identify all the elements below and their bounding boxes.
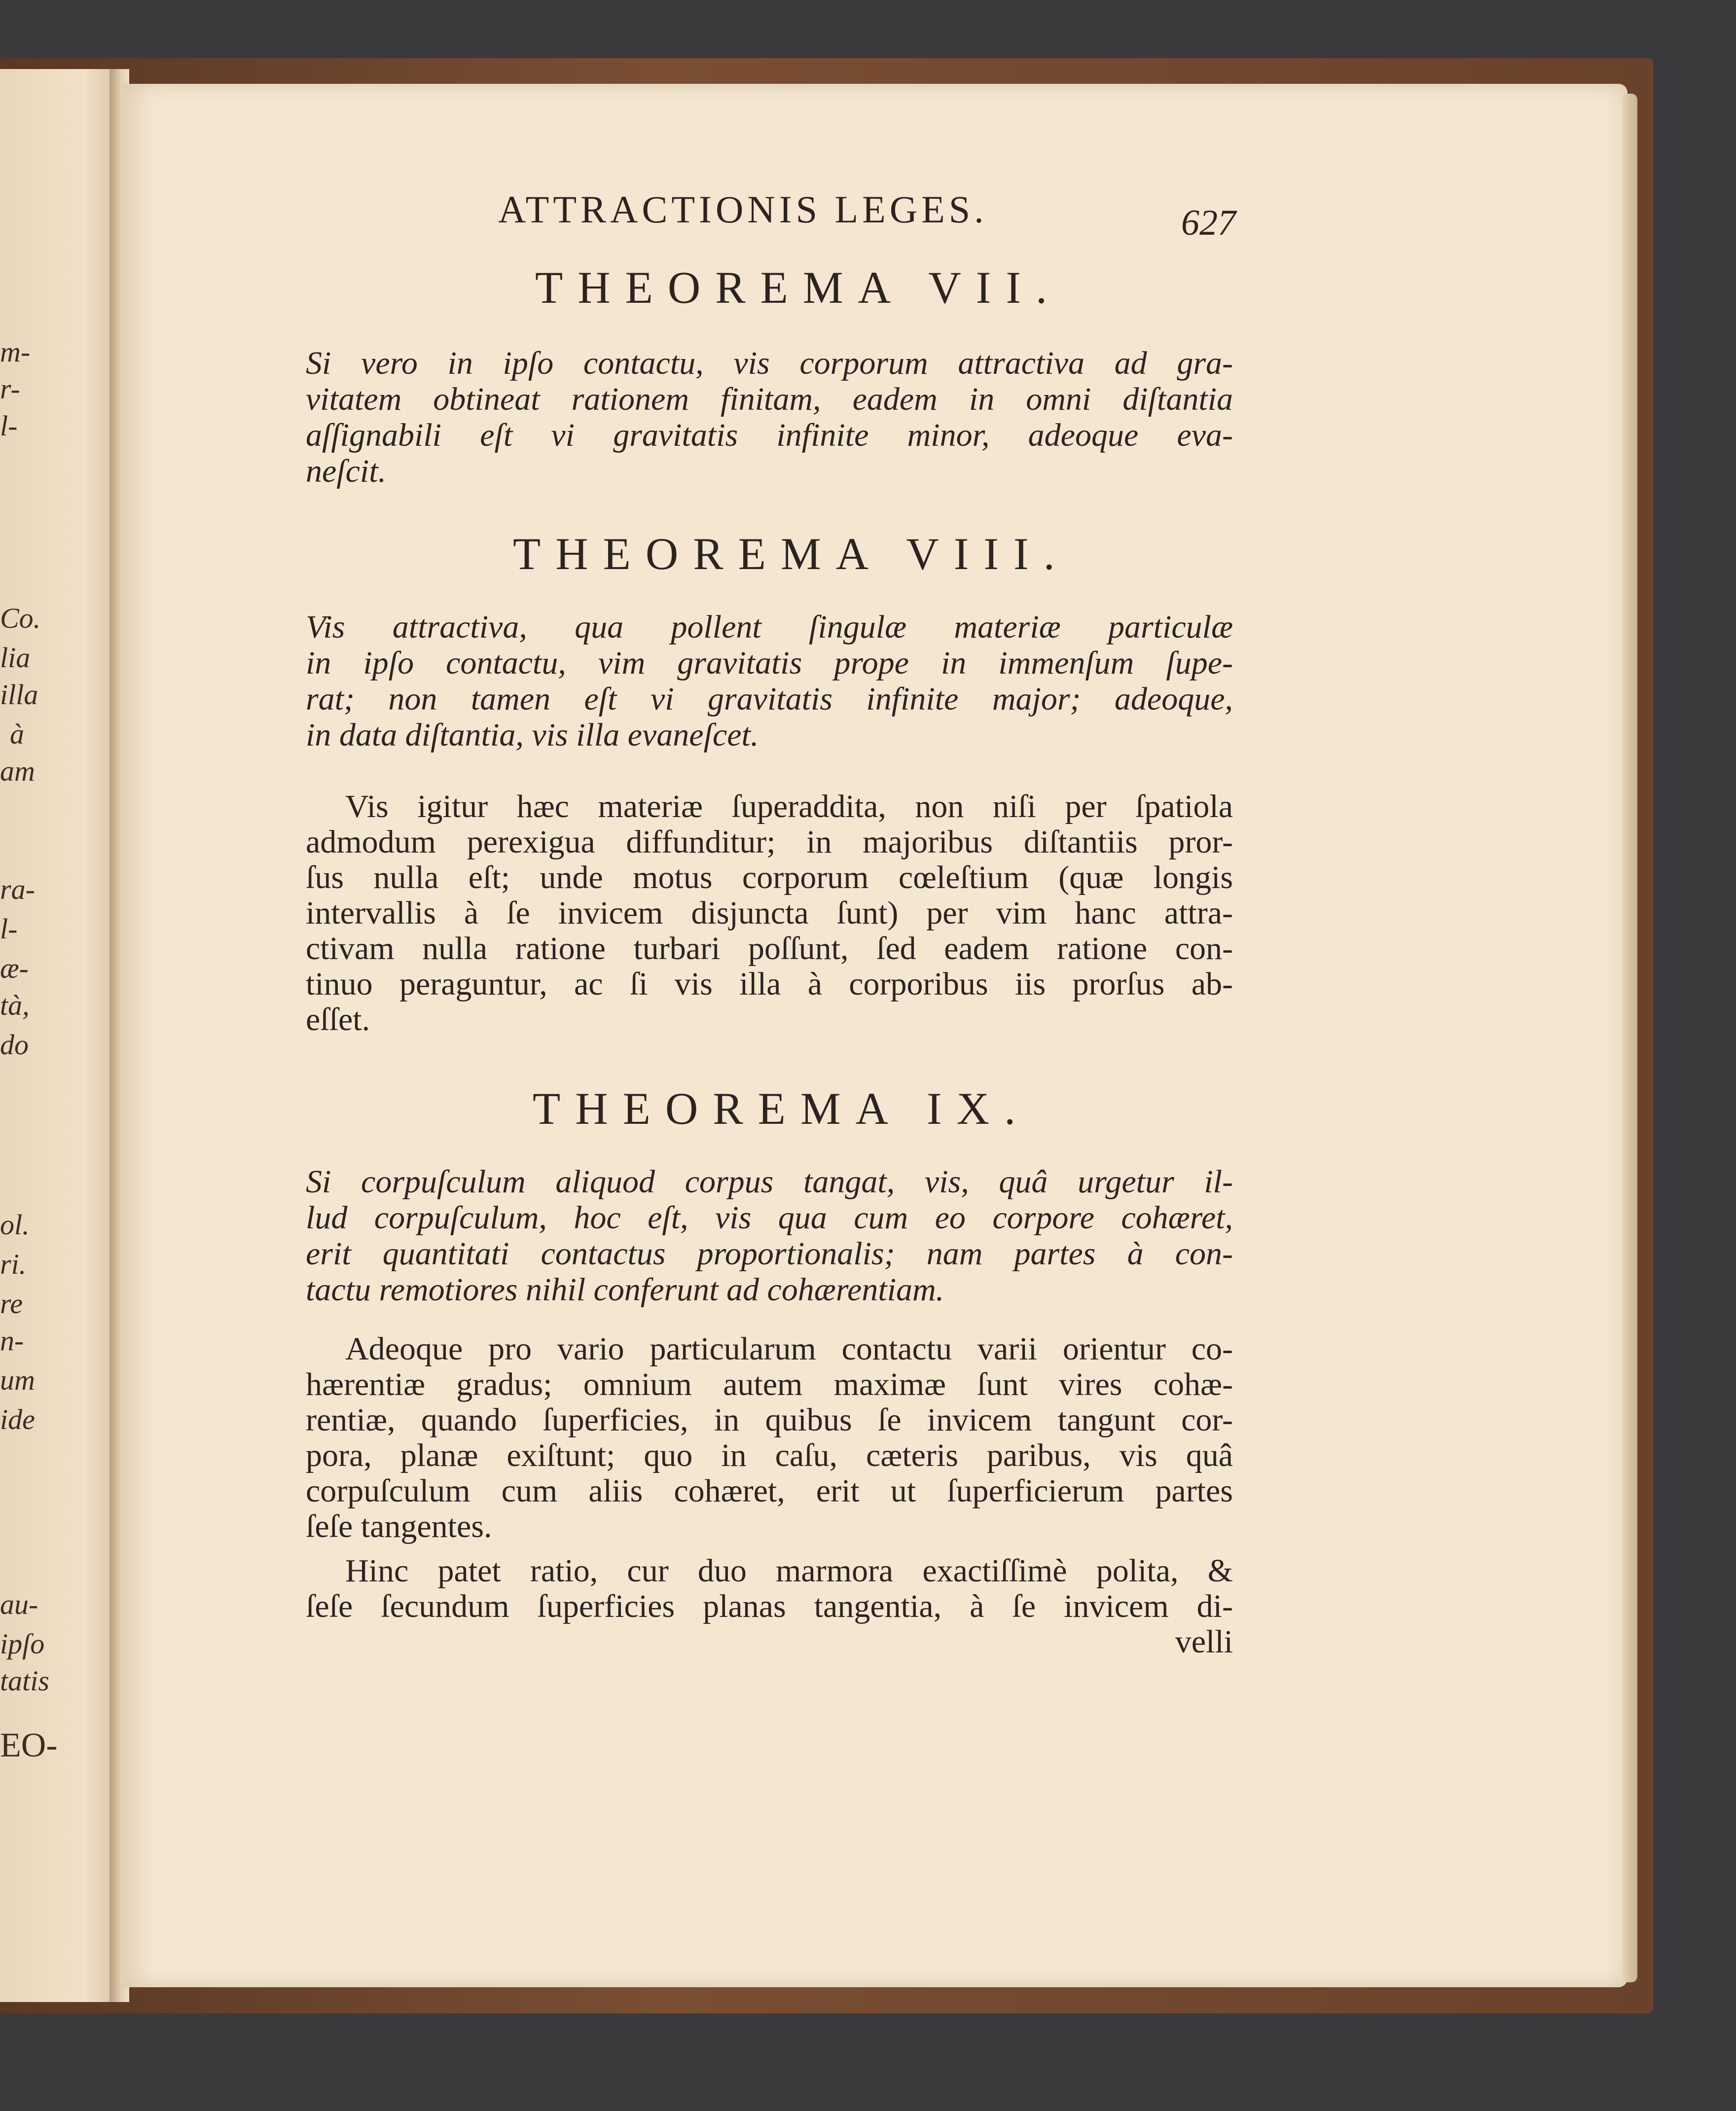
text-line: admodum perexigua diffunditur; in majoribus diſtantiis pror- bbox=[306, 824, 1233, 860]
text-line: aſſignabili eſt vi gravitatis infinite minor, adeoque eva- bbox=[306, 417, 1233, 453]
left-fragment: ri. bbox=[0, 1248, 27, 1280]
left-fragment: au- bbox=[0, 1588, 38, 1620]
left-fragment: n- bbox=[0, 1324, 24, 1357]
left-fragment: tà, bbox=[0, 989, 30, 1021]
text-line: neſcit. bbox=[306, 453, 387, 489]
text-line: tactu remotiores nihil conferunt ad cohærentiam. bbox=[306, 1272, 944, 1308]
text-line: Adeoque pro vario particularum contactu varii orientur co- bbox=[345, 1331, 1233, 1367]
text-line: vitatem obtineat rationem finitam, eadem in omni diſtantia bbox=[306, 381, 1233, 417]
text-line: intervallis à ſe invicem disjuncta ſunt) per vim hanc attra- bbox=[306, 895, 1233, 931]
left-fragment: lia bbox=[0, 642, 31, 674]
text-line: pora, planæ exiſtunt; quo in caſu, cæteris paribus, vis quâ bbox=[306, 1437, 1233, 1473]
text-line: in data diſtantia, vis illa evaneſcet. bbox=[306, 717, 759, 753]
page-edge bbox=[1623, 94, 1637, 1982]
running-head: ATTRACTIONIS LEGES. bbox=[498, 188, 988, 231]
text-line: Si corpuſculum aliquod corpus tangat, vis, quâ urgetur il- bbox=[306, 1164, 1233, 1200]
text-line: hærentiæ gradus; omnium autem maximæ ſunt vires cohæ- bbox=[306, 1366, 1233, 1402]
left-fragment: æ- bbox=[0, 952, 29, 984]
text-line: corpuſculum cum aliis cohæret, erit ut ſuperficierum partes bbox=[306, 1473, 1233, 1509]
text-line: ctivam nulla ratione turbari poſſunt, ſed eadem ratione con- bbox=[306, 930, 1233, 966]
text-line: ſeſe tangentes. bbox=[306, 1508, 492, 1544]
left-fragment: re bbox=[0, 1288, 23, 1320]
text-line: Hinc patet ratio, cur duo marmora exactiſſimè polita, & bbox=[345, 1553, 1233, 1589]
left-fragment: do bbox=[0, 1029, 29, 1061]
left-fragment: um bbox=[0, 1364, 35, 1396]
left-fragment: ipſo bbox=[0, 1628, 45, 1660]
left-fragment: à bbox=[10, 718, 24, 750]
theorem-7-statement bbox=[306, 345, 1233, 489]
page-number: 627 bbox=[1181, 203, 1236, 243]
left-fragment: ide bbox=[0, 1403, 35, 1435]
left-fragment: r- bbox=[0, 373, 20, 405]
text-line: Si vero in ipſo contactu, vis corporum attractiva ad gra- bbox=[306, 345, 1233, 381]
theorem-9-statement bbox=[306, 1164, 1233, 1308]
text-line: Vis attractiva, qua pollent ſingulæ materiæ particulæ bbox=[306, 609, 1233, 645]
paragraph-2 bbox=[306, 1331, 1233, 1544]
catchword: velli bbox=[1175, 1624, 1233, 1660]
text-line: in ipſo contactu, vim gravitatis prope in immenſum ſupe- bbox=[306, 645, 1233, 681]
left-fragment: l- bbox=[0, 913, 18, 945]
left-fragment: m- bbox=[0, 336, 31, 368]
text-line: ſus nulla eſt; unde motus corporum cœleſtium (quæ longis bbox=[306, 859, 1233, 895]
paragraph-3 bbox=[306, 1553, 1233, 1660]
text-line: tinuo peraguntur, ac ſi vis illa à corporibus iis prorſus ab- bbox=[306, 966, 1233, 1002]
left-fragment: EO- bbox=[0, 1726, 58, 1764]
text-line: erit quantitati contactus proportionalis; nam partes à con- bbox=[306, 1236, 1233, 1272]
paragraph-1 bbox=[306, 789, 1233, 1038]
left-page bbox=[0, 69, 121, 2002]
text-line: Vis igitur hæc materiæ ſuperaddita, non niſi per ſpatiola bbox=[345, 788, 1233, 824]
left-fragment: am bbox=[0, 755, 35, 787]
left-fragment: ol. bbox=[0, 1209, 30, 1241]
text-line: rentiæ, quando ſuperficies, in quibus ſe invicem tangunt cor- bbox=[306, 1402, 1233, 1438]
text-line: rat; non tamen eſt vi gravitatis infinite major; adeoque, bbox=[306, 681, 1233, 717]
text-line: ſeſe ſecundum ſuperficies planas tangentia, à ſe invicem di- bbox=[306, 1588, 1233, 1624]
left-fragment: l- bbox=[0, 410, 18, 442]
text-line: eſſet. bbox=[306, 1002, 370, 1038]
left-fragment: Co. bbox=[0, 602, 41, 634]
left-fragment: ra- bbox=[0, 873, 35, 905]
theorem-9-heading: THEOREMA IX. bbox=[533, 1083, 1031, 1134]
left-fragment: tatis bbox=[0, 1665, 49, 1697]
theorem-7-heading: THEOREMA VII. bbox=[535, 262, 1062, 313]
theorem-8-heading: THEOREMA VIII. bbox=[513, 529, 1070, 579]
text-line: lud corpuſculum, hoc eſt, vis qua cum eo corpore cohæret, bbox=[306, 1200, 1233, 1236]
theorem-8-statement bbox=[306, 609, 1233, 753]
left-fragment: illa bbox=[0, 679, 38, 711]
